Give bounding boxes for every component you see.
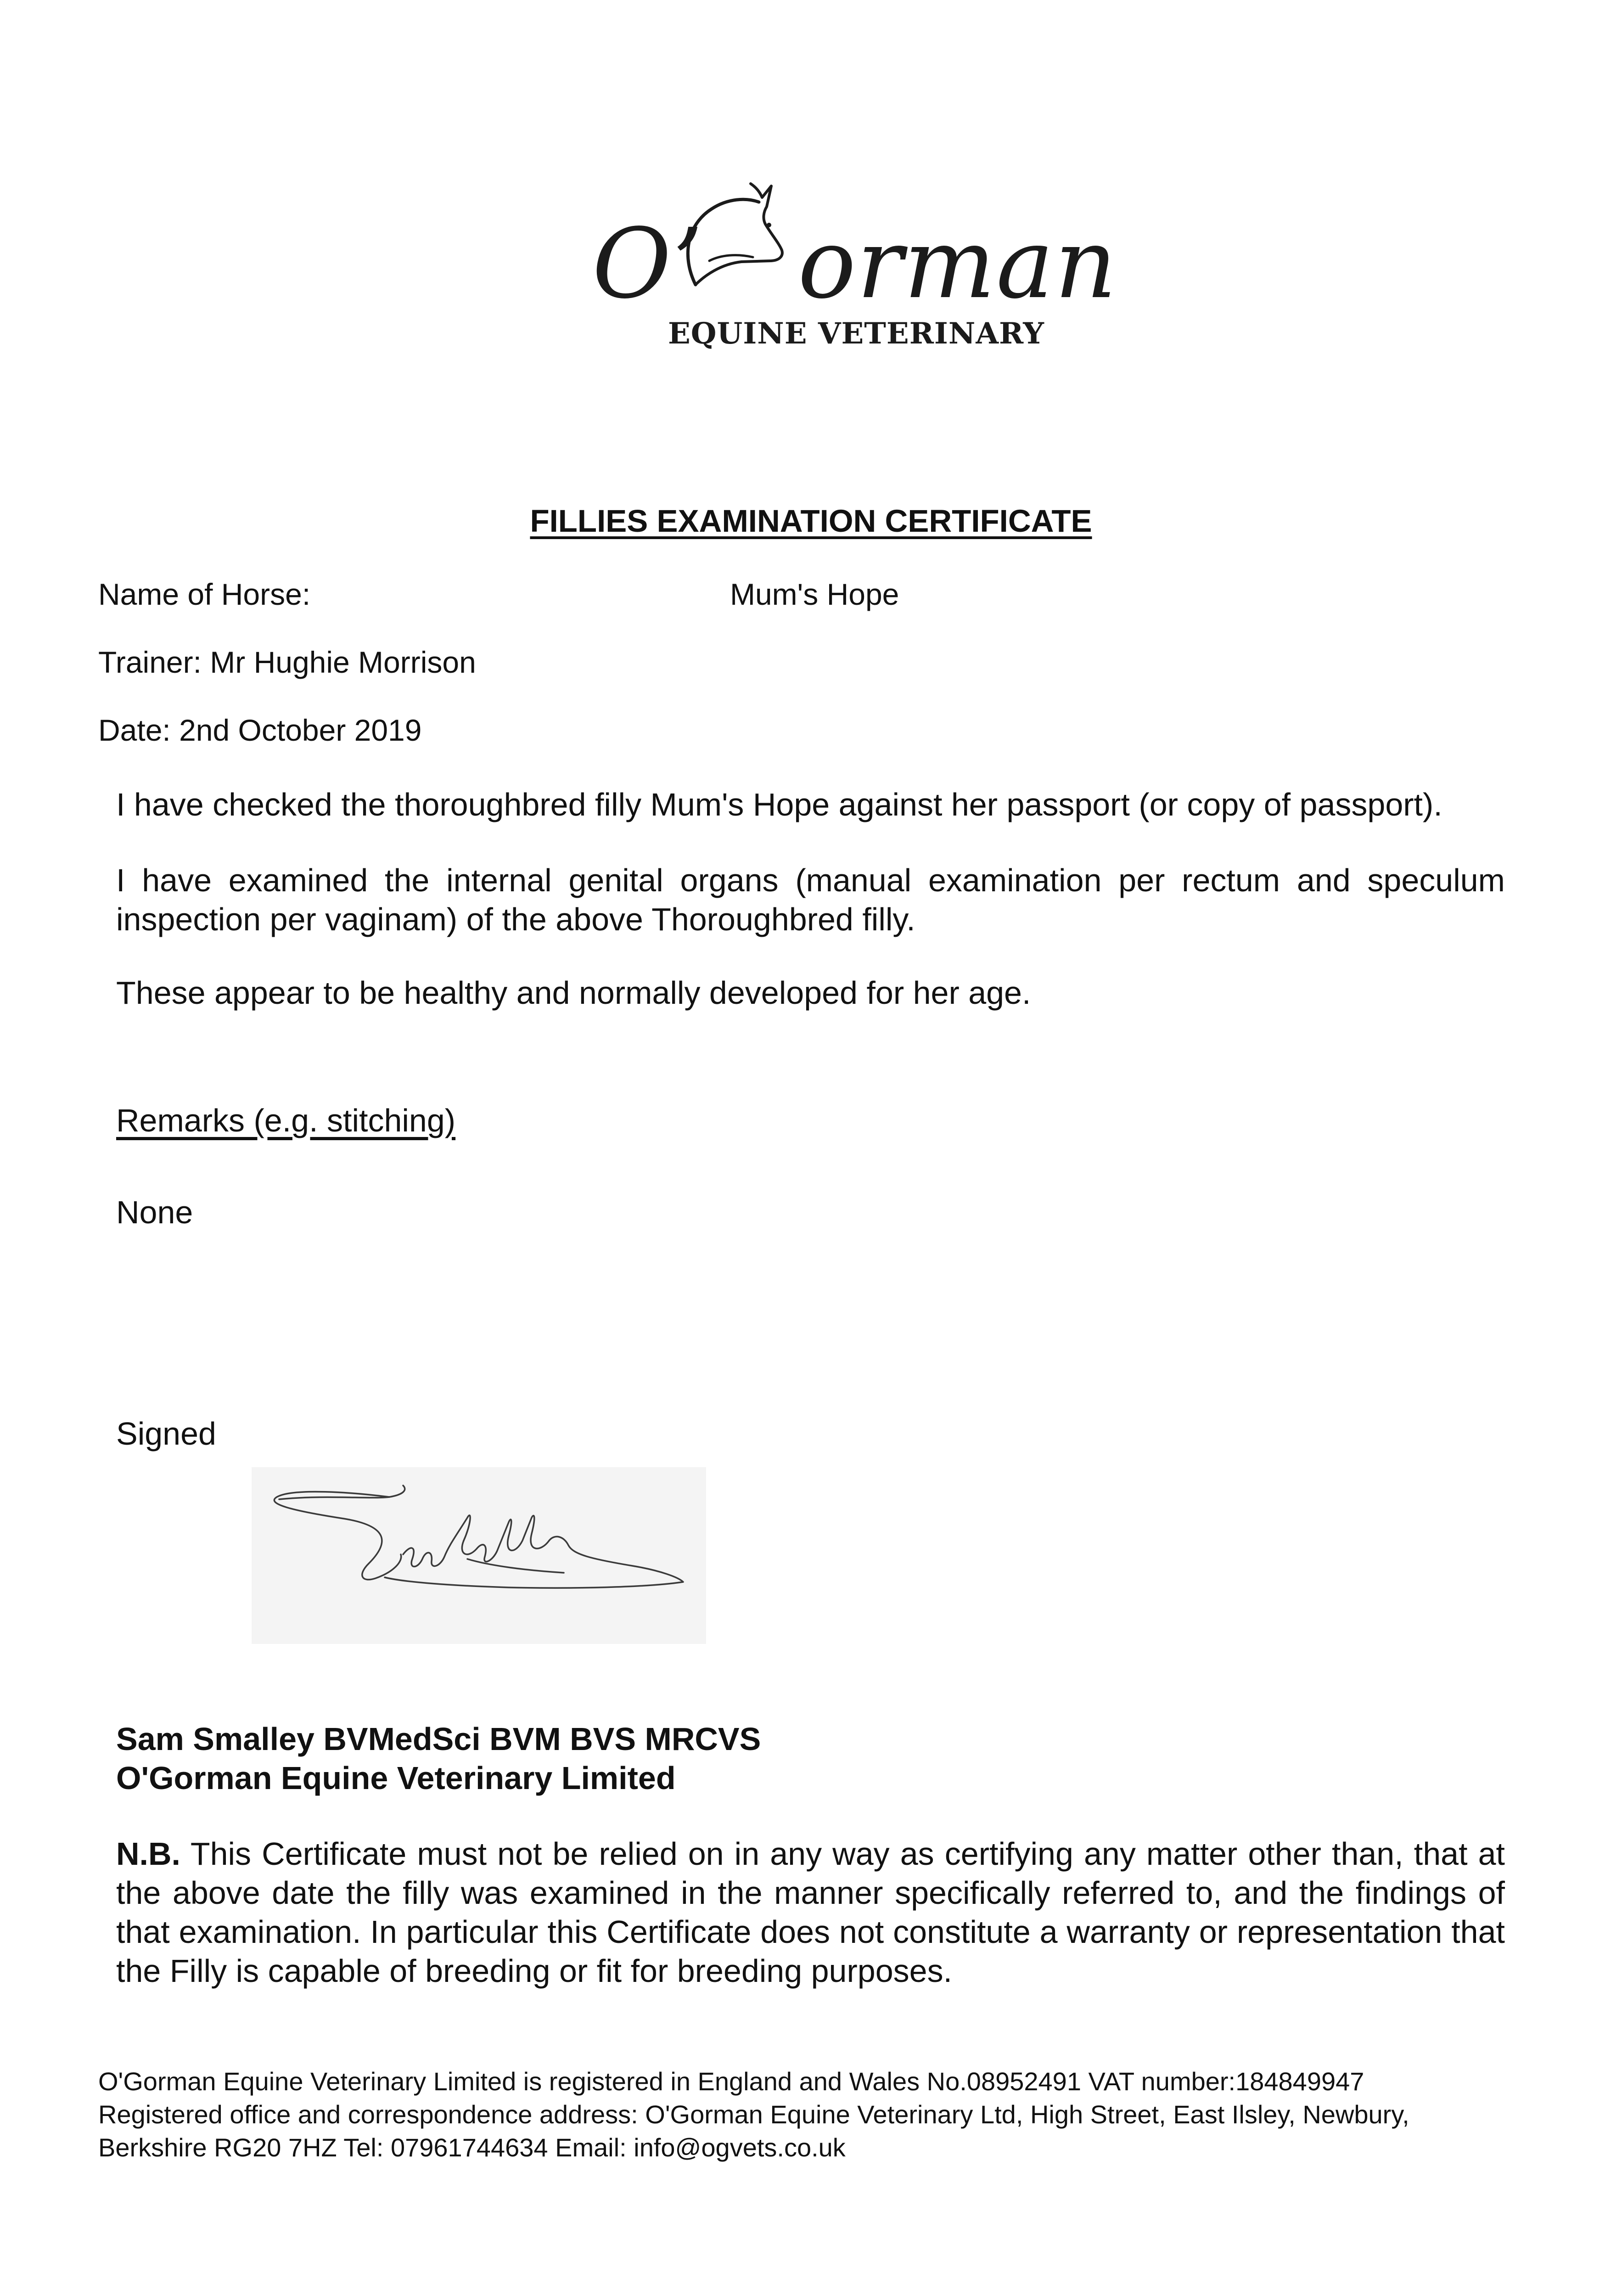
logo-wordmark	[592, 208, 1118, 320]
certificate-title: FILLIES EXAMINATION CERTIFICATE	[530, 503, 1092, 539]
signatory-name: Sam Smalley BVMedSci BVM BVS MRCVS	[116, 1721, 761, 1757]
disclaimer-prefix: N.B.	[116, 1836, 180, 1872]
date-field: Date: 2nd October 2019	[98, 713, 422, 747]
disclaimer-text: This Certificate must not be relied on in any way as certifying any matter other than, that at the above date the filly was examined in the manner specifically referred to, and the findings of that examination. In particular this Certificate does not constitute a warranty or representation that the Filly is capable of breeding or fit for breeding purposes.	[116, 1836, 1505, 1989]
trainer-field: Trainer: Mr Hughie Morrison	[98, 645, 476, 679]
horse-head-icon	[677, 170, 797, 308]
horse-name-label: Name of Horse:	[98, 577, 311, 611]
remarks-heading-text: Remarks (e.g. stitching)	[116, 1103, 456, 1138]
footer-contact: Berkshire RG20 7HZ Tel: 07961744634 Email: info@ogvets.co.uk	[98, 2133, 846, 2162]
signed-label: Signed	[116, 1416, 216, 1452]
logo-wordmark-prefix: O’	[592, 208, 704, 320]
remarks-value: None	[116, 1194, 193, 1230]
company-logo	[574, 170, 1118, 367]
footer-address: Registered office and correspondence address: O'Gorman Equine Veterinary Ltd, High Street, East Ilsley, Newbury,	[98, 2100, 1409, 2129]
disclaimer-paragraph	[116, 1835, 1505, 1991]
remarks-heading	[116, 1101, 1505, 1140]
findings-paragraph: These appear to be healthy and normally developed for her age.	[116, 975, 1031, 1011]
signatory-company: O'Gorman Equine Veterinary Limited	[116, 1760, 676, 1796]
logo-wordmark-suffix: orman	[797, 208, 1118, 320]
horse-name-value: Mum's Hope	[730, 577, 899, 611]
passport-check-paragraph: I have checked the thoroughbred filly Mum's Hope against her passport (or copy of passport).	[116, 787, 1442, 822]
footer-registration: O'Gorman Equine Veterinary Limited is registered in England and Wales No.08952491 VAT number:184849947	[98, 2067, 1364, 2096]
examination-paragraph: I have examined the internal genital organs (manual examination per rectum and speculum inspection per vaginam) of the above Thoroughbred filly.	[116, 862, 1505, 937]
logo-subtitle: EQUINE VETERINARY	[668, 316, 1044, 351]
signature-image	[252, 1467, 706, 1644]
